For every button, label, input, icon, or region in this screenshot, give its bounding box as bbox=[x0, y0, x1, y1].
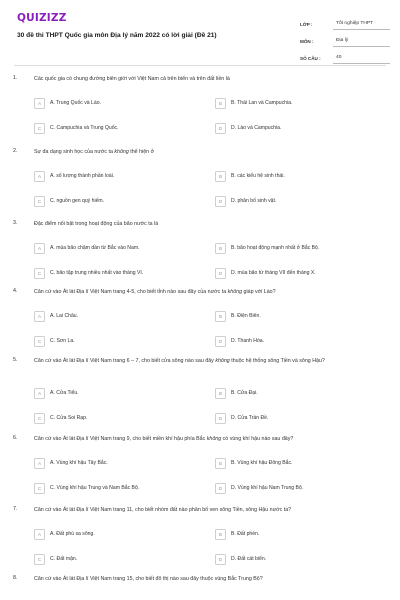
meta-row-question-count bbox=[300, 47, 390, 64]
answer-option-d[interactable] bbox=[215, 122, 365, 134]
option-text: B. bão hoạt động mạnh nhất ở Bắc Bộ. bbox=[231, 245, 320, 251]
option-letter-box: B bbox=[215, 311, 226, 322]
answer-option-c[interactable] bbox=[34, 482, 184, 494]
option-letter-box: B bbox=[215, 458, 226, 469]
option-letter-box: C bbox=[34, 336, 45, 347]
option-text: A. Trung Quốc và Lào. bbox=[50, 100, 101, 106]
option-letter-box: A bbox=[34, 529, 45, 540]
option-text: D. Lào và Campuchia. bbox=[231, 125, 282, 131]
option-text: C. Đất mặn. bbox=[50, 556, 78, 562]
meta-label: SỐ CÂU : bbox=[300, 56, 321, 61]
question-number: 1. bbox=[13, 75, 18, 81]
option-letter-box: B bbox=[215, 529, 226, 540]
option-letter-box: C bbox=[34, 196, 45, 207]
document-title: 30 đề thi THPT Quốc gia môn Địa lý năm 2022 có lời giải (Đề 21) bbox=[17, 32, 217, 39]
option-text: D. Vùng khí hậu Nam Trung Bộ. bbox=[231, 485, 304, 491]
answer-option-a[interactable] bbox=[34, 457, 184, 469]
answer-option-b[interactable] bbox=[215, 310, 365, 322]
question-number: 4. bbox=[13, 288, 18, 294]
option-text: C. Vùng khí hậu Trung và Nam Bắc Bộ. bbox=[50, 485, 140, 491]
option-letter-box: D bbox=[215, 123, 226, 134]
answer-option-b[interactable] bbox=[215, 528, 365, 540]
answer-option-c[interactable] bbox=[34, 335, 184, 347]
question-text: Căn cứ vào Át lát Địa lí Việt Nam trang 6 – 7, cho biết cửa sông nào sau đây không thuộc hệ thống sông Tiền và sông Hậu? bbox=[34, 358, 325, 364]
question-text: Căn cứ vào Át lát Địa lí Việt Nam trang 15, cho biết đô thị nào sau đây thuộc vùng Bắc Trung Bộ? bbox=[34, 576, 263, 582]
option-text: A. Đất phù sa sông. bbox=[50, 531, 95, 537]
option-text: D. Đất cát biển. bbox=[231, 556, 267, 562]
option-text: C. Sơn La. bbox=[50, 338, 75, 344]
option-text: C. Campuchia và Trung Quốc. bbox=[50, 125, 119, 131]
meta-label: LỚP : bbox=[300, 22, 313, 27]
option-letter-box: B bbox=[215, 98, 226, 109]
question-text: Sự đa dạng sinh học của nước ta không thể hiện ở bbox=[34, 149, 155, 155]
option-letter-box: D bbox=[215, 268, 226, 279]
quizizz-logo: QUIZIZZ bbox=[17, 12, 67, 24]
answer-option-a[interactable] bbox=[34, 242, 184, 254]
option-letter-box: A bbox=[34, 458, 45, 469]
option-text: A. Vùng khí hậu Tây Bắc. bbox=[50, 460, 108, 466]
meta-value: 40 bbox=[333, 47, 390, 64]
answer-option-b[interactable] bbox=[215, 387, 365, 399]
question-number: 6. bbox=[13, 435, 18, 441]
answer-option-d[interactable] bbox=[215, 482, 365, 494]
option-letter-box: B bbox=[215, 388, 226, 399]
option-text: A. Cửa Tiểu. bbox=[50, 390, 79, 396]
option-letter-box: C bbox=[34, 268, 45, 279]
meta-box bbox=[300, 13, 390, 64]
option-letter-box: C bbox=[34, 483, 45, 494]
option-letter-box: A bbox=[34, 243, 45, 254]
option-letter-box: D bbox=[215, 483, 226, 494]
option-letter-box: C bbox=[34, 554, 45, 565]
answer-option-b[interactable] bbox=[215, 457, 365, 469]
answer-option-d[interactable] bbox=[215, 335, 365, 347]
question-number: 8. bbox=[13, 575, 18, 581]
answer-option-a[interactable] bbox=[34, 387, 184, 399]
option-letter-box: A bbox=[34, 98, 45, 109]
meta-row-class bbox=[300, 13, 390, 30]
question-number: 2. bbox=[13, 148, 18, 154]
option-letter-box: B bbox=[215, 171, 226, 182]
meta-row-subject bbox=[300, 30, 390, 47]
answer-option-b[interactable] bbox=[215, 170, 365, 182]
question-text: Các quốc gia có chung đường biên giới với Việt Nam cả trên biển và trên đất liền là bbox=[34, 76, 230, 82]
option-letter-box: A bbox=[34, 171, 45, 182]
option-text: B. các kiểu hệ sinh thái. bbox=[231, 173, 285, 179]
option-letter-box: D bbox=[215, 196, 226, 207]
option-text: B. Điện Biên. bbox=[231, 313, 261, 319]
question-number: 3. bbox=[13, 220, 18, 226]
answer-option-d[interactable] bbox=[215, 553, 365, 565]
answer-option-c[interactable] bbox=[34, 195, 184, 207]
option-text: D. Thanh Hóa. bbox=[231, 338, 265, 344]
header-divider bbox=[14, 65, 386, 66]
answer-option-d[interactable] bbox=[215, 267, 365, 279]
option-text: A. Lai Châu. bbox=[50, 313, 79, 319]
answer-option-a[interactable] bbox=[34, 97, 184, 109]
option-letter-box: A bbox=[34, 311, 45, 322]
answer-option-a[interactable] bbox=[34, 310, 184, 322]
option-text: B. Đất phèn. bbox=[231, 531, 260, 537]
meta-value: Địa lý bbox=[333, 30, 390, 47]
question-number: 7. bbox=[13, 506, 18, 512]
option-letter-box: C bbox=[34, 123, 45, 134]
option-text: B. Thái Lan và Campuchia. bbox=[231, 100, 293, 106]
option-letter-box: D bbox=[215, 413, 226, 424]
option-letter-box: D bbox=[215, 336, 226, 347]
option-letter-box: A bbox=[34, 388, 45, 399]
answer-option-d[interactable] bbox=[215, 195, 365, 207]
option-text: A. mùa bão chậm dần từ Bắc vào Nam. bbox=[50, 245, 140, 251]
option-text: D. phân bố sinh vật. bbox=[231, 198, 277, 204]
option-text: C. nguồn gen quý hiếm. bbox=[50, 198, 105, 204]
option-text: C. Cửa Soi Rạp. bbox=[50, 415, 88, 421]
question-text: Đặc điểm nổi bật trong hoạt động của bão nước ta là bbox=[34, 221, 159, 227]
question-text: Căn cứ vào Át lát Địa lí Việt Nam trang 11, cho biết nhóm đất nào phân bố ven sông Tiền, sông Hậu nước ta? bbox=[34, 507, 292, 513]
answer-option-b[interactable] bbox=[215, 97, 365, 109]
page-header bbox=[0, 0, 400, 66]
answer-option-b[interactable] bbox=[215, 242, 365, 254]
answer-option-c[interactable] bbox=[34, 267, 184, 279]
option-text: B. Cửa Đại. bbox=[231, 390, 258, 396]
option-text: A. số lượng thành phần loài. bbox=[50, 173, 115, 179]
option-text: D. Cửa Trần Đề. bbox=[231, 415, 269, 421]
meta-label: MÔN : bbox=[300, 39, 314, 44]
question-text: Căn cứ vào Át lát Địa lí Việt Nam trang 4-5, cho biết tỉnh nào sau đây của nước ta không giáp với Lào? bbox=[34, 289, 276, 295]
answer-option-c[interactable] bbox=[34, 412, 184, 424]
answer-option-c[interactable] bbox=[34, 553, 184, 565]
answer-option-a[interactable] bbox=[34, 528, 184, 540]
option-text: D. mùa bão từ tháng VII đến tháng X. bbox=[231, 270, 316, 276]
option-letter-box: B bbox=[215, 243, 226, 254]
question-number: 5. bbox=[13, 357, 18, 363]
option-letter-box: C bbox=[34, 413, 45, 424]
answer-option-a[interactable] bbox=[34, 170, 184, 182]
option-letter-box: D bbox=[215, 554, 226, 565]
option-text: B. Vùng khí hậu Đông Bắc. bbox=[231, 460, 293, 466]
option-text: C. bão tập trung nhiều nhất vào tháng VI. bbox=[50, 270, 144, 276]
answer-option-d[interactable] bbox=[215, 412, 365, 424]
question-text: Căn cứ vào Át lát Địa lí Việt Nam trang 9, cho biết miền khí hậu phía Bắc không có vùng khí hậu nào sau đây? bbox=[34, 436, 294, 442]
meta-value: Tốt nghiệp THPT bbox=[333, 13, 390, 30]
answer-option-c[interactable] bbox=[34, 122, 184, 134]
